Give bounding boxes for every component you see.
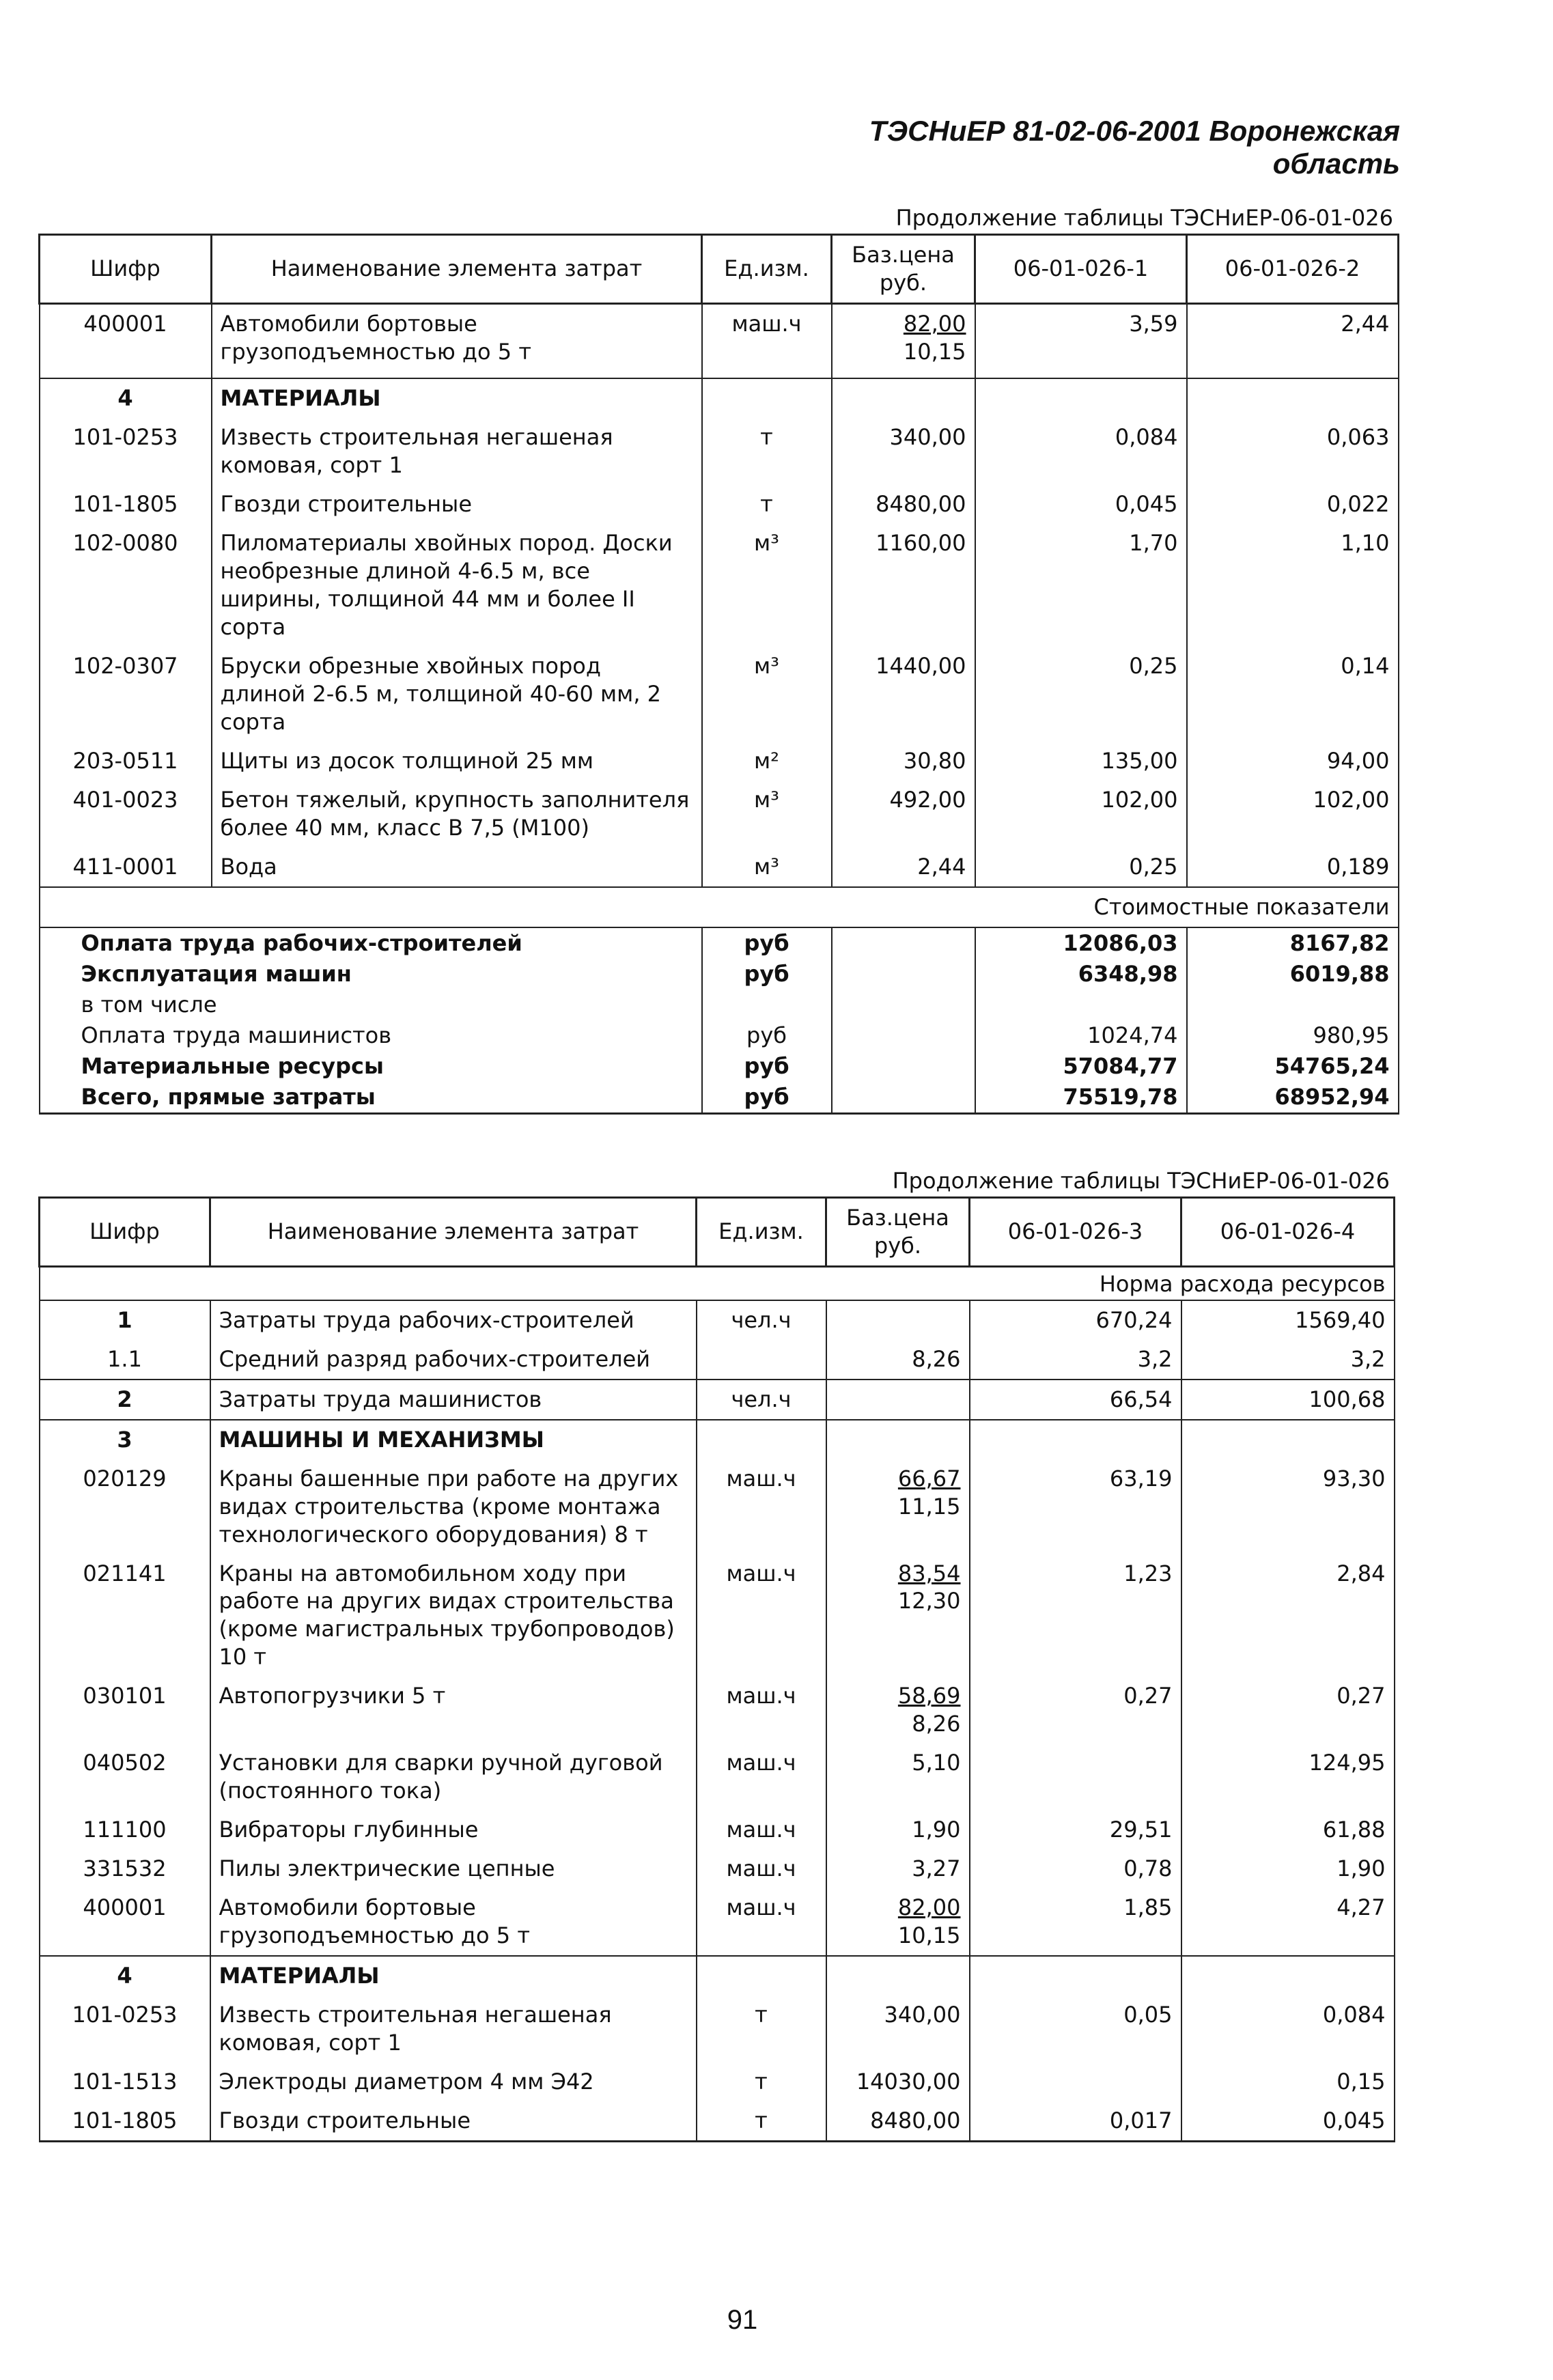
summary-row: Эксплуатация машин руб 6348,98 6019,88: [40, 959, 1399, 990]
table-row: 101-1513 Электроды диаметром 4 мм Э42 т 14030,00 0,15: [40, 2062, 1395, 2101]
table-row: 411-0001 Вода м³ 2,44 0,25 0,189: [40, 848, 1399, 887]
table-row: 101-0253 Известь строительная негашеная комовая, сорт 1 т 340,00 0,05 0,084: [40, 1996, 1395, 2062]
summary-row: Оплата труда машинистов руб 1024,74 980,95: [40, 1020, 1399, 1051]
table-row: 040502 Установки для сварки ручной дуговой (постоянного тока) маш.ч 5,10 124,95: [40, 1744, 1395, 1810]
section-row-materials: 4 МАТЕРИАЛЫ: [40, 1956, 1395, 1996]
table1-header-row: [40, 235, 1399, 304]
section-row-machines: 3 МАШИНЫ И МЕХАНИЗМЫ: [40, 1420, 1395, 1459]
col-header-price: Баз.цена руб.: [832, 235, 975, 304]
resource-norm-band: Норма расхода ресурсов: [40, 1266, 1395, 1300]
col-header-name: Наименование элемента затрат: [212, 235, 702, 304]
summary-row: в том числе: [40, 990, 1399, 1020]
table2-continuation-label: Продолжение таблицы ТЭСНиЕР-06-01-026: [892, 1168, 1390, 1194]
table1-continuation-label: Продолжение таблицы ТЭСНиЕР-06-01-026: [895, 205, 1393, 231]
table-row: 331532 Пилы электрические цепные маш.ч 3,27 0,78 1,90: [40, 1849, 1395, 1888]
section-row-materials: 4 МАТЕРИАЛЫ: [40, 378, 1399, 418]
col-header-price: Баз.цена руб.: [826, 1198, 970, 1267]
summary-row: Оплата труда рабочих-строителей руб 12086,03 8167,82: [40, 927, 1399, 959]
col-header-code: Шифр: [40, 235, 212, 304]
col-header-norm-2: 06-01-026-2: [1187, 235, 1399, 304]
table-row: 1 Затраты труда рабочих-строителей чел.ч 670,24 1569,40: [40, 1300, 1395, 1340]
col-header-norm-1: 06-01-026-1: [975, 235, 1187, 304]
table-row: 101-1805 Гвозди строительные т 8480,00 0,045 0,022: [40, 485, 1399, 524]
summary-row: Материальные ресурсы руб 57084,77 54765,24: [40, 1051, 1399, 1082]
col-header-norm-4: 06-01-026-4: [1181, 1198, 1395, 1267]
resource-table-1: [38, 234, 1399, 1115]
table-row: 021141 Краны на автомобильном ходу при работе на других видах строительства (кроме магистральных трубопроводов) 10 т маш.ч 83,54 12,30 1,23 2,84: [40, 1554, 1395, 1677]
table-row: 020129 Краны башенные при работе на других видах строительства (кроме монтажа технологического оборудования) 8 т маш.ч 66,67 11,15 63,19 93,30: [40, 1459, 1395, 1554]
page-number: 91: [727, 2305, 758, 2335]
table2-header-row: [40, 1198, 1395, 1267]
table-row: 030101 Автопогрузчики 5 т маш.ч 58,69 8,26 0,27 0,27: [40, 1677, 1395, 1744]
table-row: 1.1 Средний разряд рабочих-строителей 8,26 3,2 3,2: [40, 1340, 1395, 1380]
cost-indicators-band: Стоимостные показатели: [40, 887, 1399, 927]
col-header-name: Наименование элемента затрат: [210, 1198, 697, 1267]
col-header-code: Шифр: [40, 1198, 210, 1267]
table-row: 2 Затраты труда машинистов чел.ч 66,54 100,68: [40, 1380, 1395, 1420]
table-row: 101-0253 Известь строительная негашеная комовая, сорт 1 т 340,00 0,084 0,063: [40, 418, 1399, 485]
page-header-title: ТЭСНиЕР 81-02-06-2001 Воронежская область: [869, 115, 1400, 180]
resource-table-2: [38, 1196, 1395, 2142]
col-header-norm-3: 06-01-026-3: [970, 1198, 1181, 1267]
table-row: 400001 Автомобили бортовые грузоподъемностью до 5 т маш.ч 82,00 10,15 3,59 2,44: [40, 303, 1399, 378]
col-header-unit: Ед.изм.: [702, 235, 832, 304]
table-row: 203-0511 Щиты из досок толщиной 25 мм м² 30,80 135,00 94,00: [40, 742, 1399, 781]
table-row: 101-1805 Гвозди строительные т 8480,00 0,017 0,045: [40, 2101, 1395, 2141]
table-row: 102-0080 Пиломатериалы хвойных пород. Доски необрезные длиной 4-6.5 м, все ширины, толщиной 44 мм и более II сорта м³ 1160,00 1,70 1,10: [40, 524, 1399, 647]
table-row: 400001 Автомобили бортовые грузоподъемностью до 5 т маш.ч 82,00 10,15 1,85 4,27: [40, 1888, 1395, 1956]
summary-row: Всего, прямые затраты руб 75519,78 68952,94: [40, 1082, 1399, 1113]
table-row: 111100 Вибраторы глубинные маш.ч 1,90 29,51 61,88: [40, 1810, 1395, 1849]
table-row: 401-0023 Бетон тяжелый, крупность заполнителя более 40 мм, класс В 7,5 (М100) м³ 492,00 102,00 102,00: [40, 781, 1399, 848]
table-row: 102-0307 Бруски обрезные хвойных пород длиной 2-6.5 м, толщиной 40-60 мм, 2 сорта м³ 1440,00 0,25 0,14: [40, 647, 1399, 742]
col-header-unit: Ед.изм.: [697, 1198, 826, 1267]
